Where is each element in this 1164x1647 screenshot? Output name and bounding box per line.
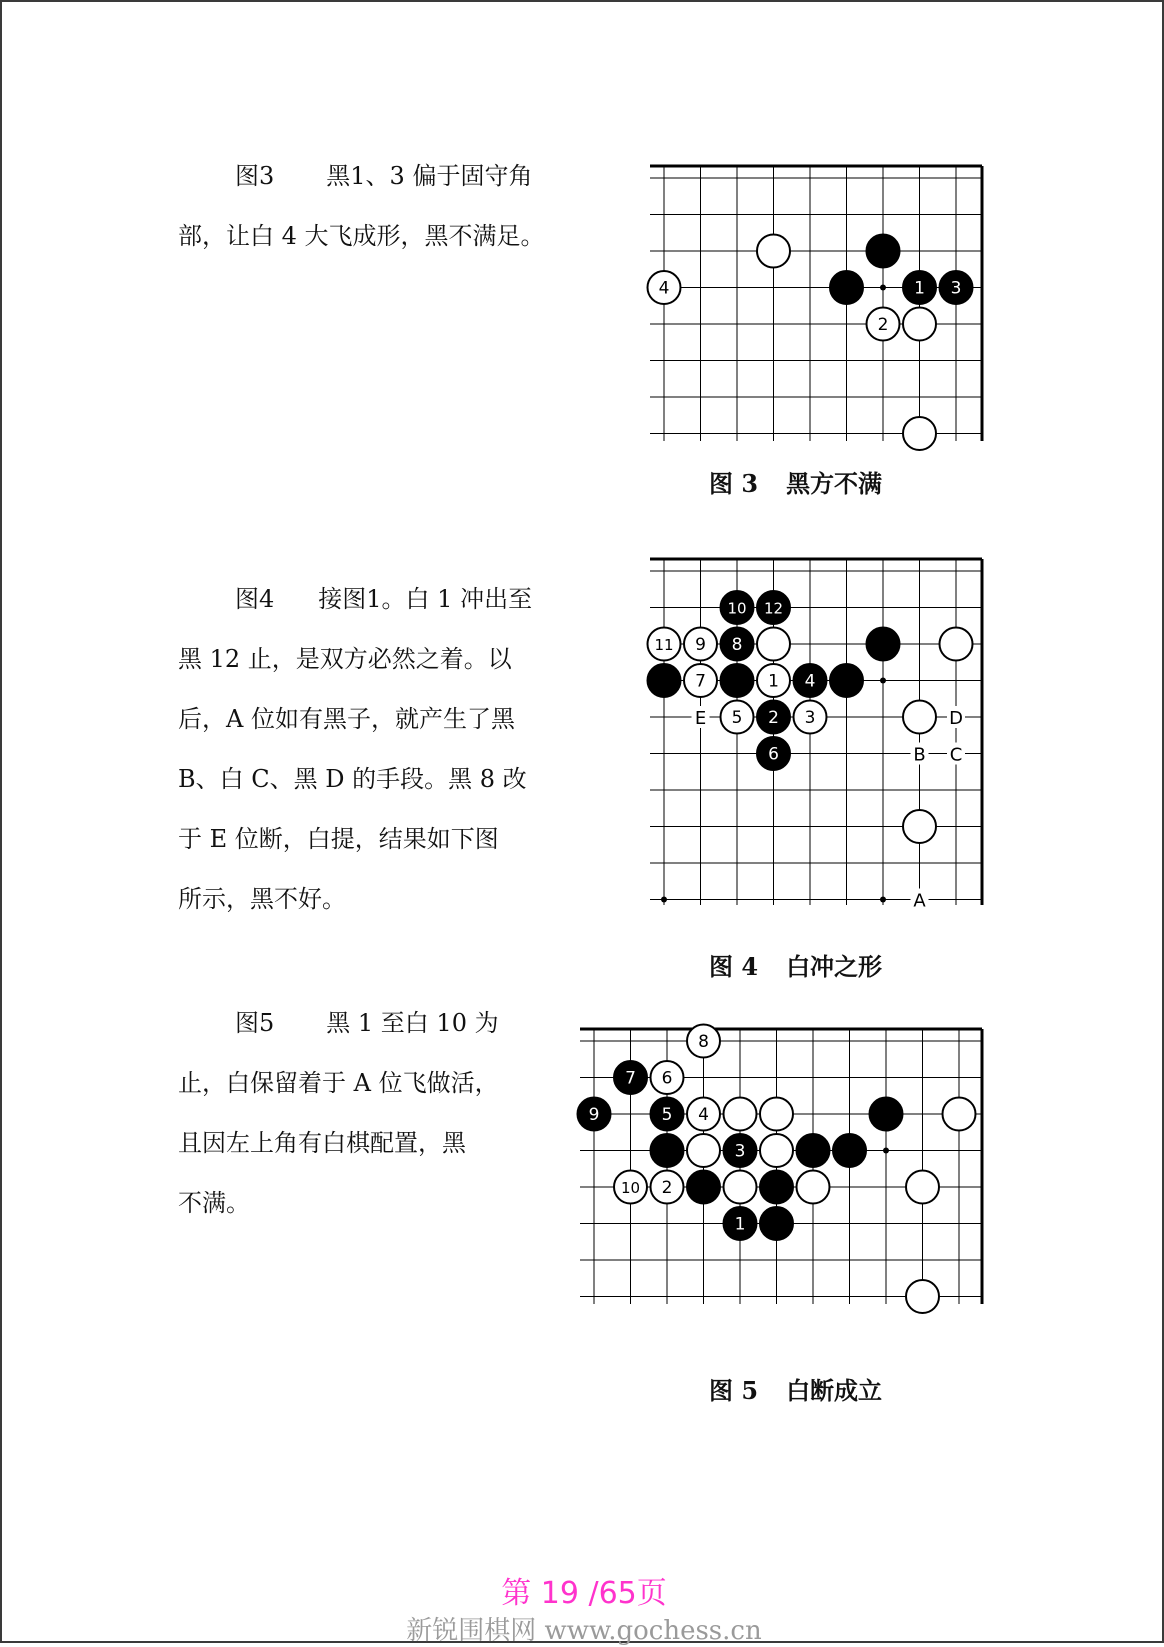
stone-move-number: 2 [661, 1178, 673, 1198]
stone-move-number: 6 [661, 1068, 673, 1089]
figure-5-line-1: 黑 1 至白 10 为 [326, 1009, 499, 1037]
black-stone [651, 1134, 684, 1167]
figure-4-line-1: 接图1。白 1 冲出至 [318, 585, 533, 613]
stone-move-number: 6 [768, 744, 779, 765]
stone-move-number: 1 [768, 671, 779, 692]
white-stone [906, 1171, 939, 1204]
figure-4-line-5: 于 E 位断，白提，结果如下图 [178, 825, 499, 853]
stone-move-number: 7 [625, 1068, 636, 1089]
figure-4-caption-label: 图 4 [709, 952, 759, 981]
stone-move-number: 12 [763, 599, 784, 618]
board-letter-C: C [949, 744, 963, 766]
page-separator: / [588, 1576, 599, 1611]
figure-5-ref: 图5 [235, 1009, 275, 1037]
stone-move-number: 4 [804, 671, 816, 692]
figure-4-line-3: 后，A 位如有黑子，就产生了黑 [178, 705, 515, 733]
stone-move-number: 5 [731, 708, 743, 728]
page-current: 19 [540, 1576, 579, 1611]
figure-4-line-2: 黑 12 止，是双方必然之着。以 [178, 645, 512, 673]
figure-3-line-2: 部，让白 4 大飞成形，黑不满足。 [178, 222, 545, 250]
black-stone [760, 1171, 793, 1204]
white-stone [760, 1134, 793, 1167]
white-stone [724, 1171, 757, 1204]
stone-move-number: 3 [950, 278, 962, 299]
board-letter-E: E [694, 708, 707, 729]
go-board-figure-5 [2, 2, 1162, 1641]
stone-move-number: 1 [734, 1214, 746, 1235]
white-stone [797, 1171, 830, 1204]
figure-4-line-6: 所示，黑不好。 [178, 885, 346, 913]
figure-3-ref: 图3 [235, 162, 275, 190]
stone-move-number: 3 [734, 1141, 746, 1162]
white-stone [687, 1134, 720, 1167]
white-stone [943, 1098, 976, 1131]
figure-5-line-4: 不满。 [178, 1189, 250, 1217]
stone-move-number: 4 [658, 278, 670, 299]
stone-move-number: 8 [698, 1032, 709, 1052]
stone-move-number: 9 [695, 635, 706, 655]
stone-move-number: 7 [695, 671, 706, 692]
black-stone [687, 1171, 720, 1204]
figure-4-caption-title: 白冲之形 [786, 952, 883, 981]
black-stone [797, 1134, 830, 1167]
white-stone [906, 1280, 939, 1313]
figure-5-caption-title: 白断成立 [786, 1376, 883, 1405]
stone-move-number: 5 [661, 1105, 673, 1125]
stone-move-number: 10 [620, 1179, 641, 1197]
page-suffix: 页 [636, 1576, 667, 1611]
stone-move-number: 2 [768, 708, 779, 728]
figure-3-caption-title: 黑方不满 [786, 469, 883, 498]
site-watermark: 新锐围棋网 www.gochess.cn [406, 1616, 762, 1646]
star-point [883, 1148, 889, 1154]
stone-move-number: 10 [727, 599, 747, 618]
figure-3-line-1: 黑1、3 偏于固守角 [326, 162, 533, 190]
stone-move-number: 11 [654, 636, 674, 654]
figure-4-ref: 图4 [235, 585, 275, 613]
figure-5-caption-label: 图 5 [709, 1376, 759, 1405]
figure-5-line-3: 且因左上角有白棋配置，黑 [178, 1129, 466, 1157]
black-stone [870, 1098, 903, 1131]
stone-move-number: 4 [698, 1105, 709, 1125]
stone-move-number: 9 [588, 1105, 600, 1125]
stone-move-number: 3 [804, 708, 816, 728]
page-prefix: 第 [501, 1576, 532, 1611]
stone-move-number: 2 [877, 315, 889, 335]
white-stone [760, 1098, 793, 1131]
stone-move-number: 1 [914, 278, 925, 299]
board-letter-A: A [913, 890, 926, 912]
board-letter-B: B [913, 744, 926, 766]
figure-3-caption-label: 图 3 [709, 469, 759, 498]
black-stone [833, 1134, 866, 1167]
figure-5-line-2: 止，白保留着于 A 位飞做活， [178, 1069, 499, 1097]
white-stone [724, 1098, 757, 1131]
board-letter-D: D [949, 708, 963, 729]
black-stone [760, 1207, 793, 1240]
stone-move-number: 8 [731, 635, 743, 655]
figure-4-line-4: B、白 C、黑 D 的手段。黑 8 改 [178, 765, 527, 793]
page-total: 65 [598, 1576, 637, 1611]
